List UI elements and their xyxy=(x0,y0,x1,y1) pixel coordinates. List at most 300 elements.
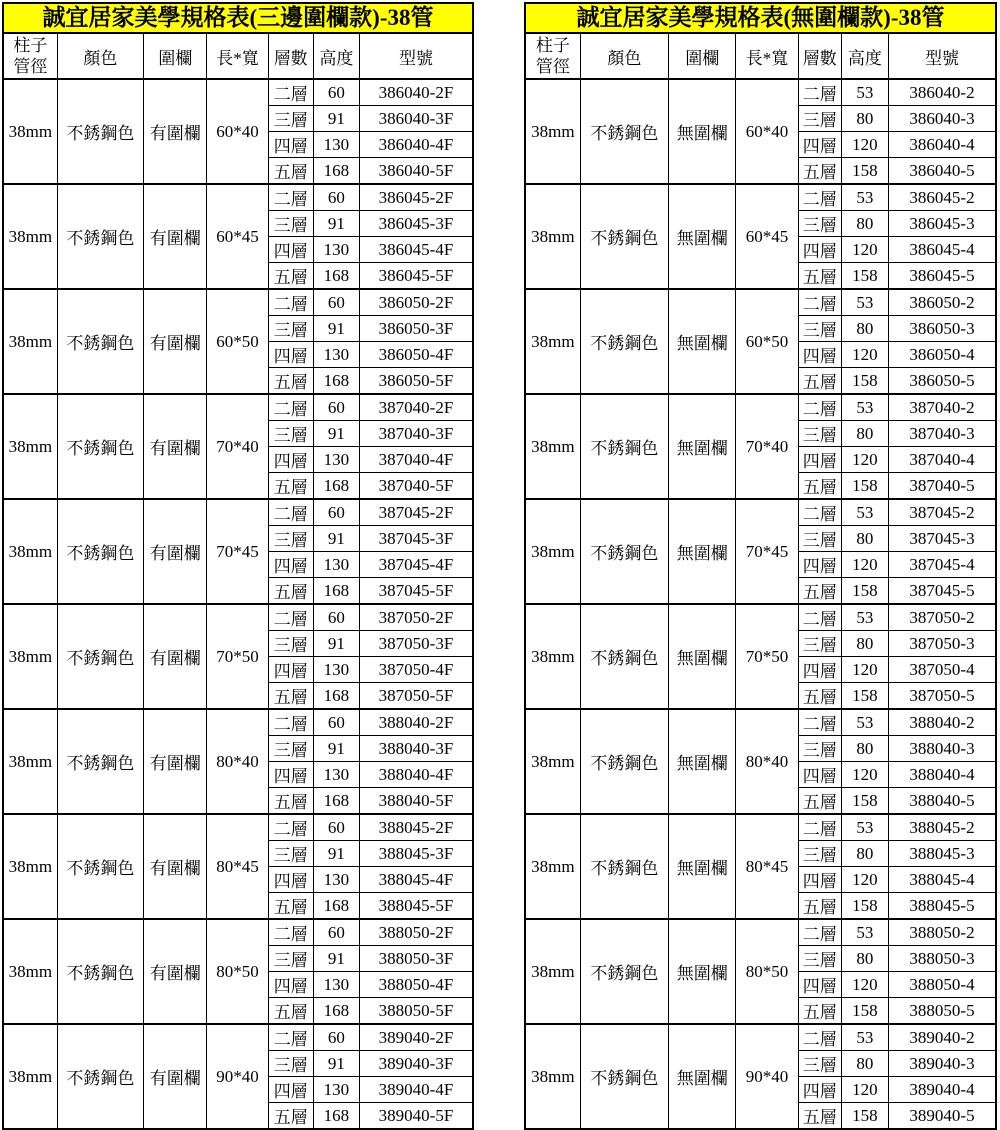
cell-layers: 五層 xyxy=(798,1103,841,1130)
cell-color: 不銹鋼色 xyxy=(57,289,143,394)
cell-model: 387050-5 xyxy=(889,683,997,710)
cell-model: 389040-4F xyxy=(359,1077,473,1103)
column-header-height: 高度 xyxy=(841,33,888,79)
cell-color: 不銹鋼色 xyxy=(580,394,668,499)
table-row xyxy=(525,184,996,211)
cell-layers: 三層 xyxy=(798,211,841,237)
cell-height: 53 xyxy=(841,709,888,736)
table-row xyxy=(3,499,473,526)
cell-height: 158 xyxy=(841,683,888,710)
cell-size: 70*45 xyxy=(736,499,798,604)
cell-layers: 三層 xyxy=(798,526,841,552)
cell-layers: 四層 xyxy=(798,657,841,683)
cell-height: 168 xyxy=(313,1103,359,1130)
cell-pillar-diameter: 38mm xyxy=(525,394,580,499)
cell-color: 不銹鋼色 xyxy=(580,499,668,604)
cell-height: 91 xyxy=(313,631,359,657)
cell-model: 387050-3 xyxy=(889,631,997,657)
cell-model: 386040-2 xyxy=(889,79,997,106)
table-row xyxy=(525,499,996,526)
cell-layers: 五層 xyxy=(268,368,313,395)
cell-layers: 四層 xyxy=(798,552,841,578)
cell-model: 388040-5F xyxy=(359,788,473,815)
cell-layers: 二層 xyxy=(798,1024,841,1051)
cell-height: 158 xyxy=(841,893,888,920)
cell-model: 387040-3F xyxy=(359,421,473,447)
table-row xyxy=(3,1024,473,1051)
cell-pillar-diameter: 38mm xyxy=(3,604,57,709)
header-row xyxy=(3,33,473,79)
cell-layers: 四層 xyxy=(268,972,313,998)
column-header-layers: 層數 xyxy=(268,33,313,79)
cell-height: 80 xyxy=(841,631,888,657)
cell-height: 80 xyxy=(841,1051,888,1077)
cell-model: 388045-2 xyxy=(889,814,997,841)
cell-model: 386040-3 xyxy=(889,106,997,132)
cell-pillar-diameter: 38mm xyxy=(525,79,580,184)
cell-layers: 四層 xyxy=(798,342,841,368)
cell-layers: 三層 xyxy=(268,1051,313,1077)
cell-height: 60 xyxy=(313,394,359,421)
cell-model: 388040-5 xyxy=(889,788,997,815)
cell-fence: 無圍欄 xyxy=(669,814,736,919)
cell-size: 60*40 xyxy=(736,79,798,184)
cell-size: 80*45 xyxy=(736,814,798,919)
table-row xyxy=(525,394,996,421)
cell-layers: 三層 xyxy=(798,316,841,342)
cell-layers: 三層 xyxy=(798,946,841,972)
cell-model: 387045-2F xyxy=(359,499,473,526)
cell-model: 388050-4F xyxy=(359,972,473,998)
cell-pillar-diameter: 38mm xyxy=(3,289,57,394)
cell-layers: 五層 xyxy=(798,893,841,920)
spec-table-three-side-fence xyxy=(2,2,474,1130)
cell-layers: 二層 xyxy=(268,1024,313,1051)
cell-layers: 二層 xyxy=(268,814,313,841)
cell-pillar-diameter: 38mm xyxy=(3,1024,57,1129)
cell-model: 389040-5F xyxy=(359,1103,473,1130)
cell-model: 388050-2F xyxy=(359,919,473,946)
cell-layers: 二層 xyxy=(798,499,841,526)
cell-fence: 無圍欄 xyxy=(669,1024,736,1129)
cell-height: 60 xyxy=(313,814,359,841)
cell-height: 60 xyxy=(313,79,359,106)
cell-layers: 三層 xyxy=(798,841,841,867)
cell-pillar-diameter: 38mm xyxy=(525,289,580,394)
cell-model: 388050-5 xyxy=(889,998,997,1025)
cell-layers: 三層 xyxy=(268,631,313,657)
table-row xyxy=(3,919,473,946)
cell-model: 386050-5 xyxy=(889,368,997,395)
cell-fence: 有圍欄 xyxy=(144,79,207,184)
cell-pillar-diameter: 38mm xyxy=(3,919,57,1024)
cell-model: 386045-4F xyxy=(359,237,473,263)
cell-model: 388045-4 xyxy=(889,867,997,893)
cell-model: 387050-2F xyxy=(359,604,473,631)
cell-layers: 四層 xyxy=(798,1077,841,1103)
cell-model: 389040-5 xyxy=(889,1103,997,1130)
cell-height: 91 xyxy=(313,841,359,867)
cell-pillar-diameter: 38mm xyxy=(3,394,57,499)
cell-layers: 四層 xyxy=(268,132,313,158)
cell-layers: 五層 xyxy=(268,158,313,185)
cell-model: 387045-4F xyxy=(359,552,473,578)
cell-model: 388050-3F xyxy=(359,946,473,972)
column-header-model: 型號 xyxy=(889,33,997,79)
column-header-pillar-line2: 管徑 xyxy=(535,57,570,76)
cell-layers: 四層 xyxy=(798,447,841,473)
spec-grid xyxy=(524,32,997,1130)
cell-model: 386045-5 xyxy=(889,263,997,290)
cell-height: 91 xyxy=(313,526,359,552)
cell-pillar-diameter: 38mm xyxy=(525,499,580,604)
table-row xyxy=(525,1024,996,1051)
cell-color: 不銹鋼色 xyxy=(580,814,668,919)
cell-height: 120 xyxy=(841,972,888,998)
cell-fence: 有圍欄 xyxy=(144,709,207,814)
cell-model: 389040-4 xyxy=(889,1077,997,1103)
cell-height: 80 xyxy=(841,421,888,447)
table-title: 誠宜居家美學規格表(三邊圍欄款)-38管 xyxy=(2,2,474,32)
cell-layers: 四層 xyxy=(798,132,841,158)
cell-height: 120 xyxy=(841,132,888,158)
cell-layers: 二層 xyxy=(268,604,313,631)
column-header-height: 高度 xyxy=(313,33,359,79)
cell-model: 386050-5F xyxy=(359,368,473,395)
cell-model: 389040-3 xyxy=(889,1051,997,1077)
cell-model: 389040-3F xyxy=(359,1051,473,1077)
cell-layers: 三層 xyxy=(268,106,313,132)
cell-model: 386040-2F xyxy=(359,79,473,106)
table-row xyxy=(525,289,996,316)
cell-height: 53 xyxy=(841,919,888,946)
cell-layers: 四層 xyxy=(798,762,841,788)
cell-layers: 四層 xyxy=(268,1077,313,1103)
cell-height: 60 xyxy=(313,709,359,736)
cell-size: 60*40 xyxy=(207,79,268,184)
table-row xyxy=(525,79,996,106)
cell-layers: 四層 xyxy=(268,867,313,893)
cell-layers: 五層 xyxy=(798,368,841,395)
cell-height: 168 xyxy=(313,788,359,815)
cell-height: 80 xyxy=(841,211,888,237)
cell-size: 60*50 xyxy=(736,289,798,394)
cell-layers: 三層 xyxy=(268,316,313,342)
cell-fence: 無圍欄 xyxy=(669,919,736,1024)
cell-height: 91 xyxy=(313,106,359,132)
cell-color: 不銹鋼色 xyxy=(57,814,143,919)
cell-height: 120 xyxy=(841,342,888,368)
column-header-pillar-diameter xyxy=(3,33,57,79)
cell-layers: 四層 xyxy=(798,972,841,998)
cell-color: 不銹鋼色 xyxy=(57,919,143,1024)
cell-layers: 二層 xyxy=(798,709,841,736)
table-row xyxy=(3,184,473,211)
cell-model: 387040-5 xyxy=(889,473,997,500)
cell-fence: 有圍欄 xyxy=(144,499,207,604)
cell-fence: 有圍欄 xyxy=(144,394,207,499)
cell-height: 130 xyxy=(313,1077,359,1103)
cell-model: 387045-3F xyxy=(359,526,473,552)
table-row xyxy=(525,604,996,631)
cell-height: 158 xyxy=(841,578,888,605)
cell-height: 130 xyxy=(313,552,359,578)
cell-color: 不銹鋼色 xyxy=(580,1024,668,1129)
cell-height: 130 xyxy=(313,132,359,158)
cell-height: 168 xyxy=(313,473,359,500)
column-header-pillar-diameter xyxy=(525,33,580,79)
cell-layers: 二層 xyxy=(268,394,313,421)
cell-fence: 有圍欄 xyxy=(144,919,207,1024)
cell-color: 不銹鋼色 xyxy=(57,394,143,499)
cell-model: 387050-2 xyxy=(889,604,997,631)
cell-size: 80*40 xyxy=(207,709,268,814)
cell-height: 53 xyxy=(841,1024,888,1051)
cell-layers: 二層 xyxy=(268,79,313,106)
cell-pillar-diameter: 38mm xyxy=(525,814,580,919)
cell-layers: 五層 xyxy=(268,473,313,500)
column-header-fence: 圍欄 xyxy=(144,33,207,79)
cell-layers: 三層 xyxy=(268,421,313,447)
cell-model: 388050-2 xyxy=(889,919,997,946)
column-header-size: 長*寬 xyxy=(736,33,798,79)
cell-fence: 無圍欄 xyxy=(669,394,736,499)
cell-height: 120 xyxy=(841,1077,888,1103)
cell-height: 120 xyxy=(841,447,888,473)
cell-height: 130 xyxy=(313,867,359,893)
table-row xyxy=(3,604,473,631)
cell-fence: 無圍欄 xyxy=(669,79,736,184)
cell-color: 不銹鋼色 xyxy=(57,1024,143,1129)
cell-layers: 五層 xyxy=(798,998,841,1025)
cell-model: 389040-2F xyxy=(359,1024,473,1051)
cell-layers: 五層 xyxy=(268,998,313,1025)
cell-model: 387040-5F xyxy=(359,473,473,500)
cell-layers: 五層 xyxy=(798,263,841,290)
cell-model: 386045-3F xyxy=(359,211,473,237)
cell-model: 386050-2 xyxy=(889,289,997,316)
cell-model: 386050-3F xyxy=(359,316,473,342)
cell-model: 388040-2 xyxy=(889,709,997,736)
cell-height: 120 xyxy=(841,552,888,578)
cell-layers: 二層 xyxy=(798,79,841,106)
cell-height: 91 xyxy=(313,736,359,762)
cell-color: 不銹鋼色 xyxy=(580,184,668,289)
cell-height: 158 xyxy=(841,1103,888,1130)
table-title: 誠宜居家美學規格表(無圍欄款)-38管 xyxy=(524,2,997,32)
column-header-layers: 層數 xyxy=(798,33,841,79)
cell-layers: 二層 xyxy=(268,709,313,736)
cell-height: 53 xyxy=(841,184,888,211)
cell-height: 80 xyxy=(841,841,888,867)
cell-layers: 二層 xyxy=(798,919,841,946)
cell-pillar-diameter: 38mm xyxy=(525,709,580,814)
cell-layers: 二層 xyxy=(798,184,841,211)
cell-height: 53 xyxy=(841,814,888,841)
cell-size: 70*45 xyxy=(207,499,268,604)
cell-layers: 二層 xyxy=(268,184,313,211)
cell-layers: 二層 xyxy=(268,289,313,316)
cell-model: 387050-3F xyxy=(359,631,473,657)
cell-model: 386050-4 xyxy=(889,342,997,368)
cell-model: 388040-2F xyxy=(359,709,473,736)
cell-layers: 三層 xyxy=(268,736,313,762)
cell-fence: 有圍欄 xyxy=(144,604,207,709)
cell-color: 不銹鋼色 xyxy=(57,604,143,709)
cell-color: 不銹鋼色 xyxy=(580,289,668,394)
cell-color: 不銹鋼色 xyxy=(57,79,143,184)
cell-model: 388050-4 xyxy=(889,972,997,998)
cell-pillar-diameter: 38mm xyxy=(3,709,57,814)
cell-color: 不銹鋼色 xyxy=(580,919,668,1024)
cell-layers: 二層 xyxy=(798,814,841,841)
cell-size: 60*45 xyxy=(207,184,268,289)
cell-fence: 無圍欄 xyxy=(669,709,736,814)
cell-layers: 五層 xyxy=(268,263,313,290)
cell-height: 168 xyxy=(313,263,359,290)
column-header-pillar-line1: 柱子 xyxy=(535,36,570,55)
table-row xyxy=(3,289,473,316)
cell-layers: 四層 xyxy=(268,237,313,263)
cell-height: 168 xyxy=(313,683,359,710)
cell-model: 388045-3F xyxy=(359,841,473,867)
cell-model: 386040-5F xyxy=(359,158,473,185)
cell-size: 70*50 xyxy=(207,604,268,709)
column-header-pillar-line2: 管徑 xyxy=(13,57,48,76)
cell-model: 387045-3 xyxy=(889,526,997,552)
cell-model: 387045-2 xyxy=(889,499,997,526)
cell-color: 不銹鋼色 xyxy=(57,499,143,604)
cell-model: 387040-4 xyxy=(889,447,997,473)
cell-layers: 五層 xyxy=(798,473,841,500)
spec-grid xyxy=(2,32,474,1130)
cell-layers: 四層 xyxy=(268,342,313,368)
cell-height: 80 xyxy=(841,526,888,552)
cell-model: 388045-2F xyxy=(359,814,473,841)
cell-height: 80 xyxy=(841,946,888,972)
cell-layers: 三層 xyxy=(798,631,841,657)
cell-model: 387050-5F xyxy=(359,683,473,710)
cell-color: 不銹鋼色 xyxy=(57,184,143,289)
cell-model: 387045-5F xyxy=(359,578,473,605)
cell-height: 168 xyxy=(313,998,359,1025)
table-row xyxy=(3,814,473,841)
cell-fence: 有圍欄 xyxy=(144,1024,207,1129)
column-header-color: 顏色 xyxy=(57,33,143,79)
cell-model: 386045-5F xyxy=(359,263,473,290)
cell-layers: 四層 xyxy=(798,237,841,263)
cell-height: 120 xyxy=(841,237,888,263)
cell-height: 60 xyxy=(313,604,359,631)
cell-model: 386040-5 xyxy=(889,158,997,185)
cell-height: 168 xyxy=(313,893,359,920)
cell-layers: 三層 xyxy=(798,421,841,447)
cell-height: 53 xyxy=(841,394,888,421)
cell-model: 388045-5 xyxy=(889,893,997,920)
column-header-fence: 圍欄 xyxy=(669,33,736,79)
cell-layers: 三層 xyxy=(268,211,313,237)
cell-pillar-diameter: 38mm xyxy=(3,499,57,604)
cell-height: 158 xyxy=(841,788,888,815)
cell-color: 不銹鋼色 xyxy=(580,709,668,814)
cell-size: 80*50 xyxy=(207,919,268,1024)
cell-height: 91 xyxy=(313,316,359,342)
cell-model: 388050-3 xyxy=(889,946,997,972)
cell-height: 80 xyxy=(841,736,888,762)
cell-size: 60*45 xyxy=(736,184,798,289)
cell-model: 386050-3 xyxy=(889,316,997,342)
cell-layers: 二層 xyxy=(268,919,313,946)
cell-height: 158 xyxy=(841,158,888,185)
cell-fence: 有圍欄 xyxy=(144,289,207,394)
cell-height: 91 xyxy=(313,1051,359,1077)
cell-model: 388045-4F xyxy=(359,867,473,893)
cell-model: 388045-5F xyxy=(359,893,473,920)
cell-layers: 二層 xyxy=(798,289,841,316)
cell-height: 168 xyxy=(313,578,359,605)
cell-height: 91 xyxy=(313,211,359,237)
cell-model: 386045-3 xyxy=(889,211,997,237)
cell-fence: 無圍欄 xyxy=(669,604,736,709)
cell-model: 386040-3F xyxy=(359,106,473,132)
spec-table-body xyxy=(3,79,473,1129)
cell-height: 120 xyxy=(841,762,888,788)
cell-height: 53 xyxy=(841,289,888,316)
cell-height: 60 xyxy=(313,919,359,946)
cell-layers: 五層 xyxy=(798,578,841,605)
cell-height: 130 xyxy=(313,972,359,998)
cell-height: 130 xyxy=(313,342,359,368)
cell-color: 不銹鋼色 xyxy=(580,79,668,184)
cell-height: 120 xyxy=(841,657,888,683)
cell-layers: 五層 xyxy=(798,788,841,815)
cell-pillar-diameter: 38mm xyxy=(525,919,580,1024)
cell-color: 不銹鋼色 xyxy=(57,709,143,814)
cell-height: 158 xyxy=(841,473,888,500)
cell-size: 70*50 xyxy=(736,604,798,709)
cell-model: 386045-2F xyxy=(359,184,473,211)
cell-pillar-diameter: 38mm xyxy=(525,1024,580,1129)
cell-size: 90*40 xyxy=(736,1024,798,1129)
cell-height: 60 xyxy=(313,289,359,316)
cell-layers: 五層 xyxy=(268,1103,313,1130)
cell-layers: 五層 xyxy=(798,158,841,185)
cell-size: 60*50 xyxy=(207,289,268,394)
table-row xyxy=(3,79,473,106)
spec-table-body xyxy=(525,79,996,1129)
cell-pillar-diameter: 38mm xyxy=(3,79,57,184)
cell-model: 387040-2 xyxy=(889,394,997,421)
cell-height: 91 xyxy=(313,421,359,447)
cell-model: 386050-4F xyxy=(359,342,473,368)
column-header-color: 顏色 xyxy=(580,33,668,79)
cell-model: 388040-3 xyxy=(889,736,997,762)
cell-layers: 五層 xyxy=(268,788,313,815)
cell-layers: 三層 xyxy=(268,841,313,867)
column-header-size: 長*寬 xyxy=(207,33,268,79)
cell-fence: 有圍欄 xyxy=(144,814,207,919)
cell-height: 158 xyxy=(841,368,888,395)
table-row xyxy=(3,709,473,736)
cell-model: 388045-3 xyxy=(889,841,997,867)
cell-layers: 三層 xyxy=(798,1051,841,1077)
cell-height: 80 xyxy=(841,316,888,342)
cell-layers: 四層 xyxy=(268,762,313,788)
cell-model: 388040-4 xyxy=(889,762,997,788)
cell-height: 158 xyxy=(841,998,888,1025)
cell-pillar-diameter: 38mm xyxy=(525,184,580,289)
cell-model: 387050-4 xyxy=(889,657,997,683)
